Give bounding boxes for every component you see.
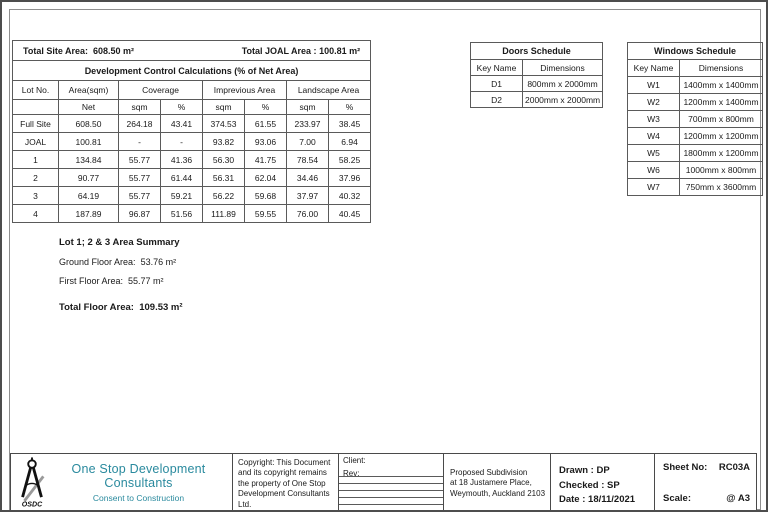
cell: -	[161, 133, 203, 151]
logo-text: OSDC	[21, 500, 43, 509]
sheet-box	[654, 453, 757, 511]
total-joal-area: Total JOAL Area : 100.81 m²	[241, 45, 361, 56]
cell: 93.06	[245, 133, 287, 151]
cell: W2	[628, 94, 680, 111]
cell: W3	[628, 111, 680, 128]
project-line: Proposed Subdivision	[450, 468, 528, 477]
cell: W7	[628, 179, 680, 196]
development-control-table	[12, 40, 371, 223]
cell: 90.77	[59, 169, 119, 187]
table-row	[471, 92, 603, 108]
cell: JOAL	[13, 133, 59, 151]
cell: 59.21	[161, 187, 203, 205]
table-title: Windows Schedule	[628, 43, 763, 60]
cell: 56.22	[203, 187, 245, 205]
table-row	[628, 128, 763, 145]
cell: 1200mm x 1200mm	[680, 128, 763, 145]
cell: 76.00	[287, 205, 329, 223]
cell: 2000mm x 2000mm	[523, 92, 603, 108]
table-title: Development Control Calculations (% of Net Area)	[13, 61, 371, 81]
cell: 62.04	[245, 169, 287, 187]
cell: 40.32	[329, 187, 371, 205]
date: Date : 18/11/2021	[559, 494, 636, 506]
header-row	[471, 60, 603, 76]
sub-header-row	[13, 100, 371, 115]
cell: 1400mm x 1400mm	[680, 77, 763, 94]
cell: 7.00	[287, 133, 329, 151]
client-label: Client:	[343, 456, 366, 465]
cell: 34.46	[287, 169, 329, 187]
table-title-row	[628, 43, 763, 60]
table-row	[13, 115, 371, 133]
table-title-row	[471, 43, 603, 60]
col-header: Dimensions	[680, 60, 763, 77]
col-header: Dimensions	[523, 60, 603, 76]
cell: 1200mm x 1400mm	[680, 94, 763, 111]
cell: 187.89	[59, 205, 119, 223]
sub-header: Net	[59, 100, 119, 115]
cell: 59.68	[245, 187, 287, 205]
col-header: Lot No.	[13, 81, 59, 100]
table-row	[628, 145, 763, 162]
table-row	[628, 111, 763, 128]
cell: 264.18	[119, 115, 161, 133]
cell: 61.55	[245, 115, 287, 133]
title-block	[10, 452, 762, 512]
cell: D1	[471, 76, 523, 92]
cell: 134.84	[59, 151, 119, 169]
cell: 58.25	[329, 151, 371, 169]
sub-header: sqm	[119, 100, 161, 115]
cell: 61.44	[161, 169, 203, 187]
copyright-text: Copyright: This Document and its copyright remains the property of One Stop Development Consultants Ltd.	[238, 458, 331, 509]
rev-row	[339, 477, 443, 484]
total-floor-area: Total Floor Area: 109.53 m²	[59, 302, 183, 313]
sub-header: sqm	[287, 100, 329, 115]
col-header: Imprevious Area	[203, 81, 287, 100]
cell: 4	[13, 205, 59, 223]
windows-schedule-table	[627, 42, 763, 196]
project-box	[443, 453, 551, 511]
cell: 374.53	[203, 115, 245, 133]
cell: 93.82	[203, 133, 245, 151]
cell: 100.81	[59, 133, 119, 151]
table-row	[13, 205, 371, 223]
project-line: Weymouth, Auckland 2103	[450, 488, 546, 498]
copyright-box	[232, 453, 339, 511]
cell: 41.75	[245, 151, 287, 169]
cell: -	[119, 133, 161, 151]
cell: 78.54	[287, 151, 329, 169]
cell: 59.55	[245, 205, 287, 223]
cell: 800mm x 2000mm	[523, 76, 603, 92]
col-header: Key Name	[628, 60, 680, 77]
rev-label: Rev:	[339, 470, 443, 477]
column-group-row	[13, 81, 371, 100]
cell: W5	[628, 145, 680, 162]
ground-floor-area: Ground Floor Area: 53.76 m²	[59, 257, 177, 267]
cell: 56.31	[203, 169, 245, 187]
cell: 608.50	[59, 115, 119, 133]
table-row	[13, 187, 371, 205]
cell: 56.30	[203, 151, 245, 169]
summary-title: Lot 1; 2 & 3 Area Summary	[59, 237, 180, 248]
rev-row	[339, 491, 443, 498]
cell: 111.89	[203, 205, 245, 223]
cell: 43.41	[161, 115, 203, 133]
area-totals	[15, 46, 368, 56]
company-tagline: Consent to Construction	[92, 492, 185, 503]
sub-header: sqm	[203, 100, 245, 115]
cell: 37.97	[287, 187, 329, 205]
col-header: Coverage	[119, 81, 203, 100]
client-box	[338, 453, 444, 511]
drawn-checked-box	[550, 453, 655, 511]
cell: 1800mm x 1200mm	[680, 145, 763, 162]
cell: 750mm x 3600mm	[680, 179, 763, 196]
cell: 1	[13, 151, 59, 169]
table-row	[628, 179, 763, 196]
compass-logo-icon	[15, 455, 49, 509]
company-names	[49, 462, 228, 503]
col-header: Landscape Area	[287, 81, 371, 100]
table-row	[471, 76, 603, 92]
cell: 2	[13, 169, 59, 187]
table-row	[628, 162, 763, 179]
cell: 3	[13, 187, 59, 205]
sheet-scale: Scale: @ A3	[663, 493, 750, 504]
cell: Full Site	[13, 115, 59, 133]
table-row	[13, 169, 371, 187]
cell: 38.45	[329, 115, 371, 133]
cell: 41.36	[161, 151, 203, 169]
sheet-number: Sheet No: RC03A	[663, 462, 750, 473]
cell: 40.45	[329, 205, 371, 223]
table-row	[13, 133, 371, 151]
table-title: Doors Schedule	[471, 43, 603, 60]
sub-header: %	[329, 100, 371, 115]
cell: 55.77	[119, 187, 161, 205]
doors-schedule-table	[470, 42, 603, 108]
sub-header: %	[245, 100, 287, 115]
company-box	[10, 453, 233, 511]
cell: 64.19	[59, 187, 119, 205]
cell: 700mm x 800mm	[680, 111, 763, 128]
total-site-area: Total Site Area: 608.50 m²	[23, 45, 135, 56]
cell: 6.94	[329, 133, 371, 151]
cell: 96.87	[119, 205, 161, 223]
company-name: One Stop Development Consultants	[71, 461, 206, 490]
cell: W4	[628, 128, 680, 145]
cell: W6	[628, 162, 680, 179]
sub-header: %	[161, 100, 203, 115]
cell: D2	[471, 92, 523, 108]
rev-row	[339, 498, 443, 505]
first-floor-area: First Floor Area: 55.77 m²	[59, 276, 164, 286]
table-title-row	[13, 61, 371, 81]
rev-row	[339, 505, 443, 512]
drawn-by: Drawn : DP	[559, 465, 610, 476]
area-summary	[59, 237, 183, 322]
cell: 1000mm x 800mm	[680, 162, 763, 179]
col-header: Area(sqm)	[59, 81, 119, 100]
table-row	[628, 77, 763, 94]
checked-by: Checked : SP	[559, 479, 620, 491]
cell: 37.96	[329, 169, 371, 187]
col-header: Key Name	[471, 60, 523, 76]
rev-row	[339, 484, 443, 491]
totals-row	[13, 41, 371, 61]
table-row	[628, 94, 763, 111]
cell: 55.77	[119, 169, 161, 187]
header-row	[628, 60, 763, 77]
table-row	[13, 151, 371, 169]
cell: 55.77	[119, 151, 161, 169]
cell: 233.97	[287, 115, 329, 133]
cell	[13, 100, 59, 115]
project-line: at 18 Justamere Place,	[450, 478, 532, 488]
cell: 51.56	[161, 205, 203, 223]
cell: W1	[628, 77, 680, 94]
